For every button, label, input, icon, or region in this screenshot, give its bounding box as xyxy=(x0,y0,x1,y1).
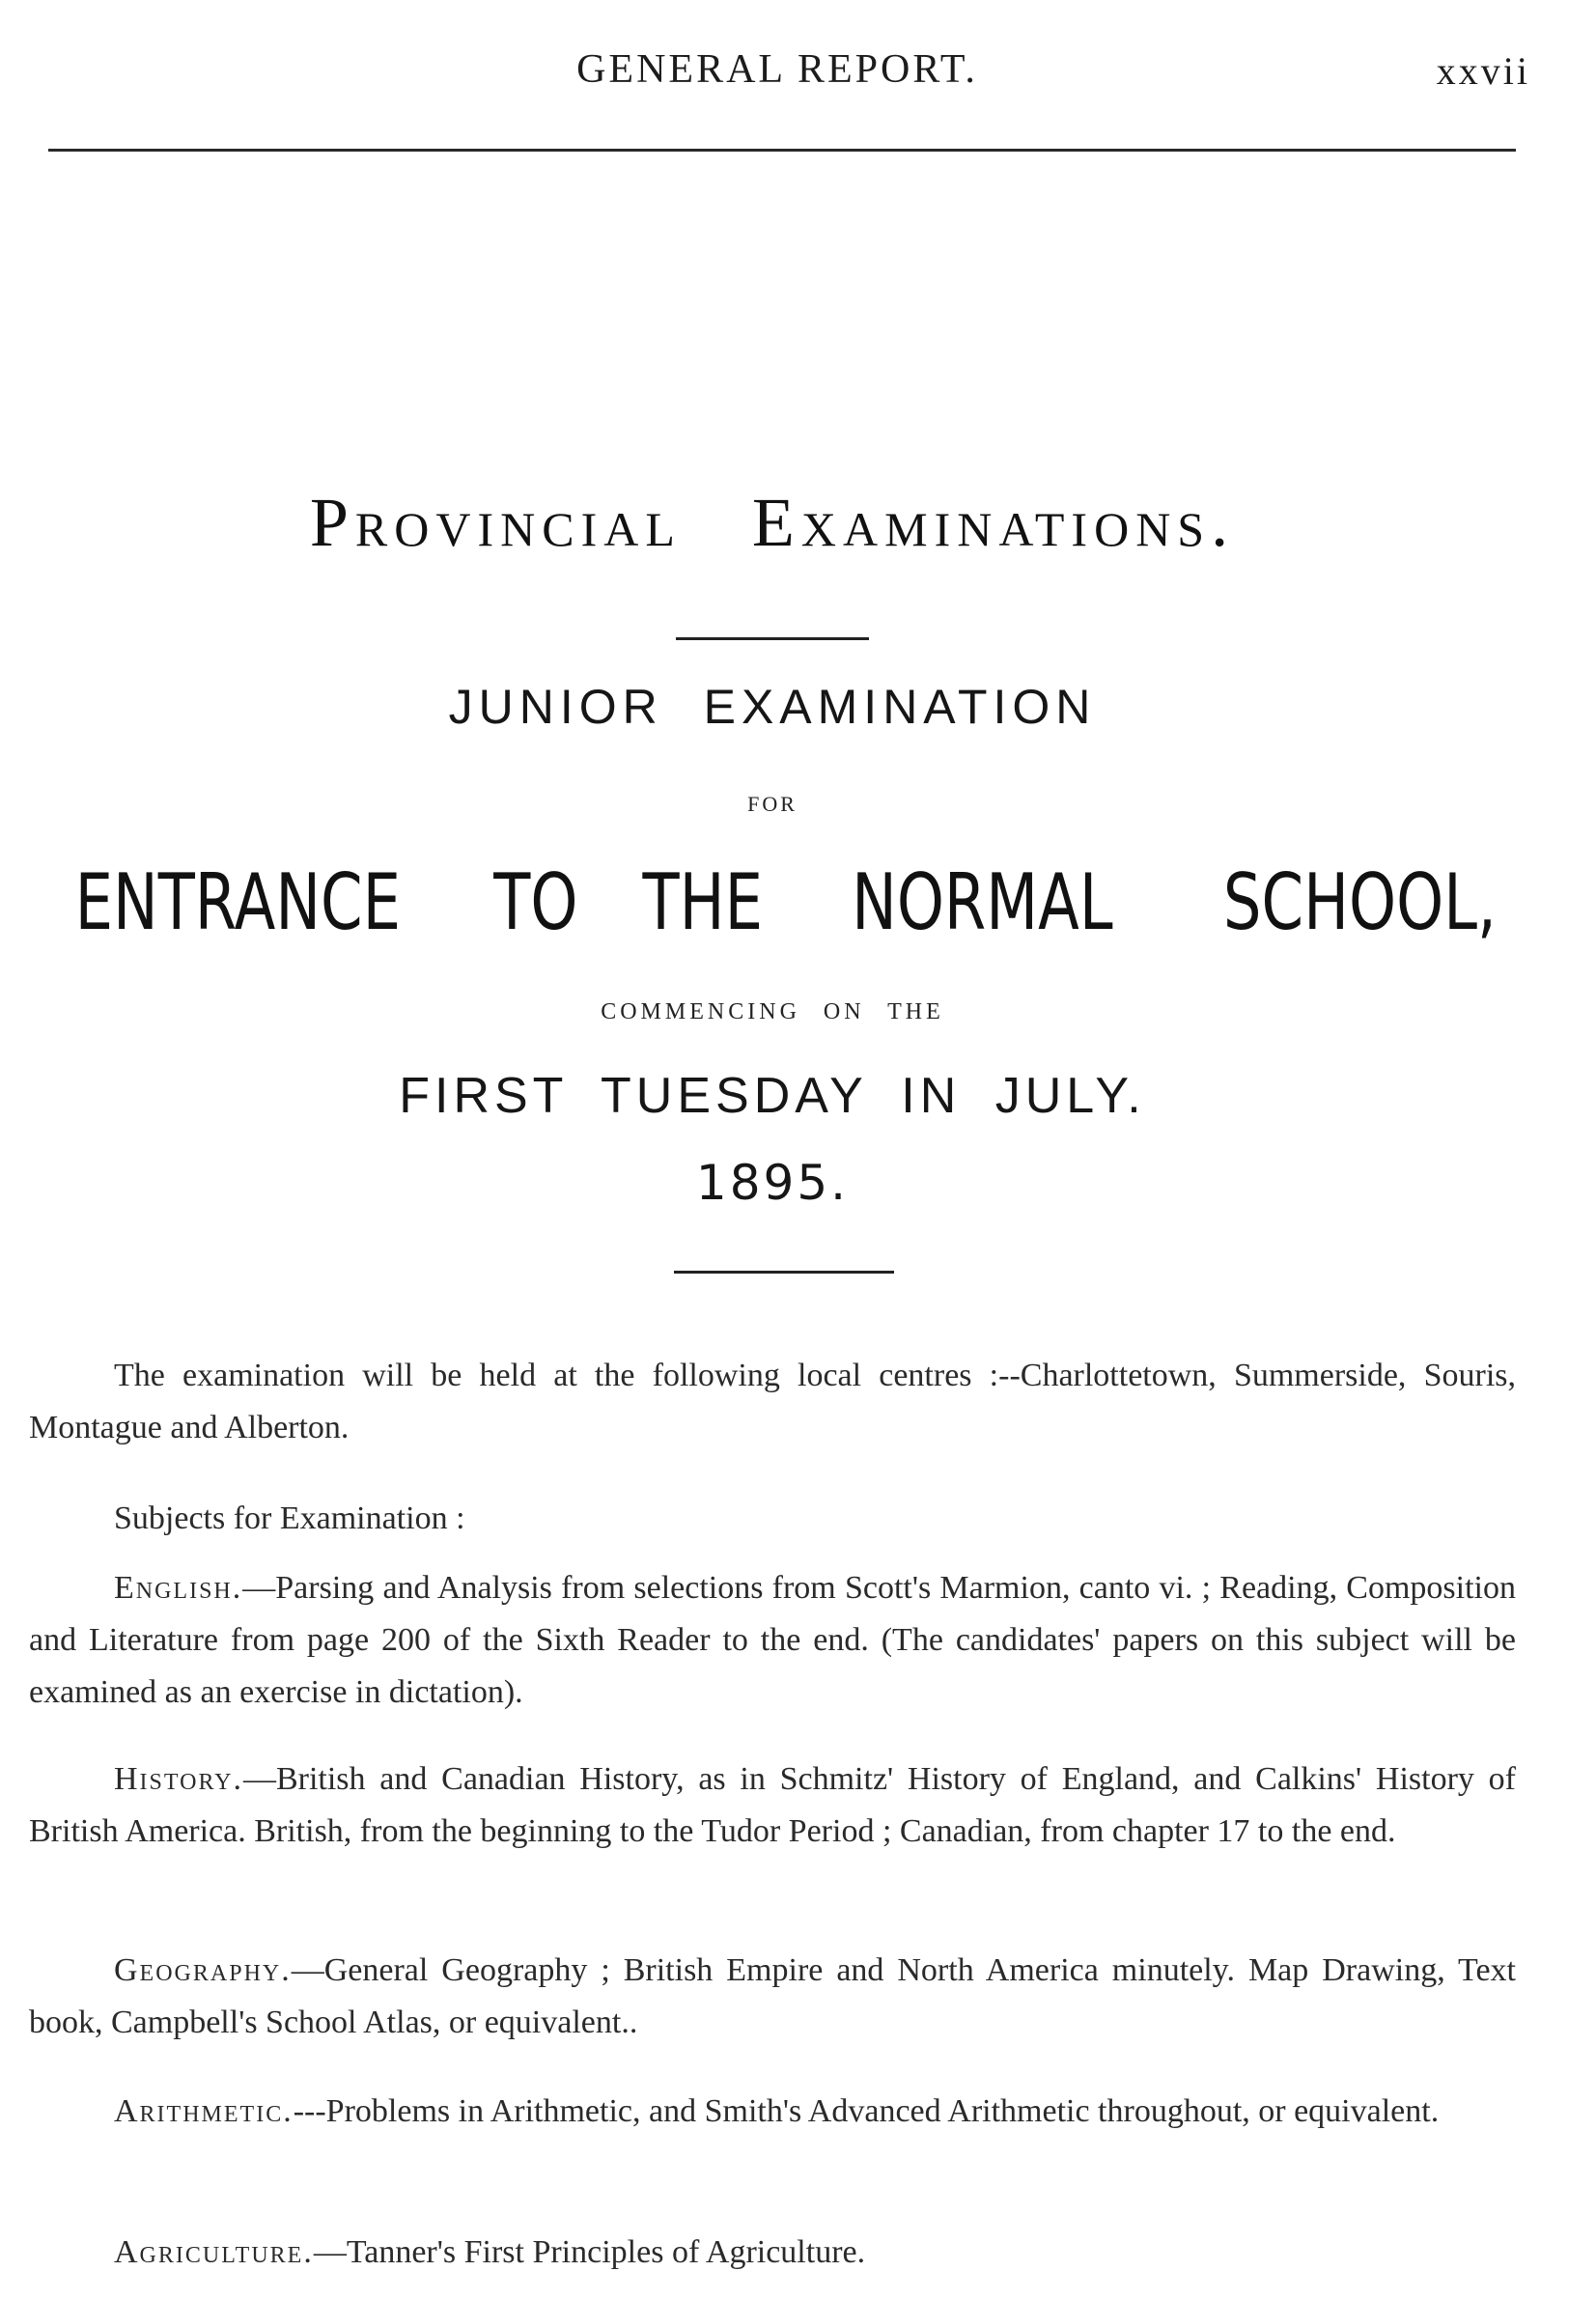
entrance-word: THE xyxy=(642,857,763,947)
title-divider xyxy=(676,637,869,640)
header-rule xyxy=(48,149,1516,152)
agriculture-label: Agriculture. xyxy=(114,2234,314,2270)
running-header xyxy=(0,46,1596,104)
english-label: English. xyxy=(114,1570,243,1606)
english-paragraph xyxy=(29,1562,1516,1719)
date-line: FIRST TUESDAY IN JULY. xyxy=(399,1068,1146,1124)
for-word: FOR xyxy=(747,792,798,816)
english-text: —Parsing and Analysis from selections from Scott's Marmion, canto vi. ; Reading, Composition and Literature from page 200 of the Sixth Reader to the end. (The candidates' papers on this subject will be examined as an exercise in dictation). xyxy=(29,1570,1516,1710)
exam-name: JUNIOR EXAMINATION xyxy=(448,680,1097,734)
geography-label: Geography. xyxy=(114,1952,292,1988)
main-title: Provincial Examinations. xyxy=(309,484,1236,561)
agriculture-text: —Tanner's First Principles of Agriculture. xyxy=(313,2234,866,2270)
history-text: —British and Canadian History, as in Schmitz' History of England, and Calkins' History of British America. British, from the beginning to the Tudor Period ; Canadian, from chapter 17 to the end. xyxy=(29,1761,1516,1849)
entrance-title xyxy=(29,857,1535,947)
entrance-word: NORMAL xyxy=(852,857,1113,947)
running-title: GENERAL REPORT. xyxy=(576,47,978,92)
history-label: History. xyxy=(114,1761,243,1797)
subjects-heading: Subjects for Examination : xyxy=(114,1500,465,1536)
section-divider xyxy=(674,1271,894,1274)
entrance-word: TO xyxy=(493,857,578,947)
geography-text: —General Geography ; British Empire and North America minutely. Map Drawing, Text book, Campbell's School Atlas, or equivalent.. xyxy=(29,1952,1516,2040)
intro-paragraph: The examination will be held at the following local centres :--Charlottetown, Summerside, Souris, Montague and Alberton. xyxy=(29,1358,1516,1445)
history-paragraph xyxy=(29,1753,1516,1858)
year: 1895. xyxy=(695,1155,850,1211)
arithmetic-text: ---Problems in Arithmetic, and Smith's Advanced Arithmetic throughout, or equivalent. xyxy=(293,2093,1440,2129)
arithmetic-paragraph xyxy=(29,2086,1516,2138)
entrance-word: ENTRANCE xyxy=(74,857,401,947)
entrance-word: SCHOOL, xyxy=(1223,857,1498,947)
geography-paragraph xyxy=(29,1945,1516,2049)
agriculture-paragraph xyxy=(29,2227,1516,2279)
arithmetic-label: Arithmetic. xyxy=(114,2093,294,2129)
commencing-line: COMMENCING ON THE xyxy=(601,999,944,1024)
page-number: xxvii xyxy=(1436,49,1530,93)
